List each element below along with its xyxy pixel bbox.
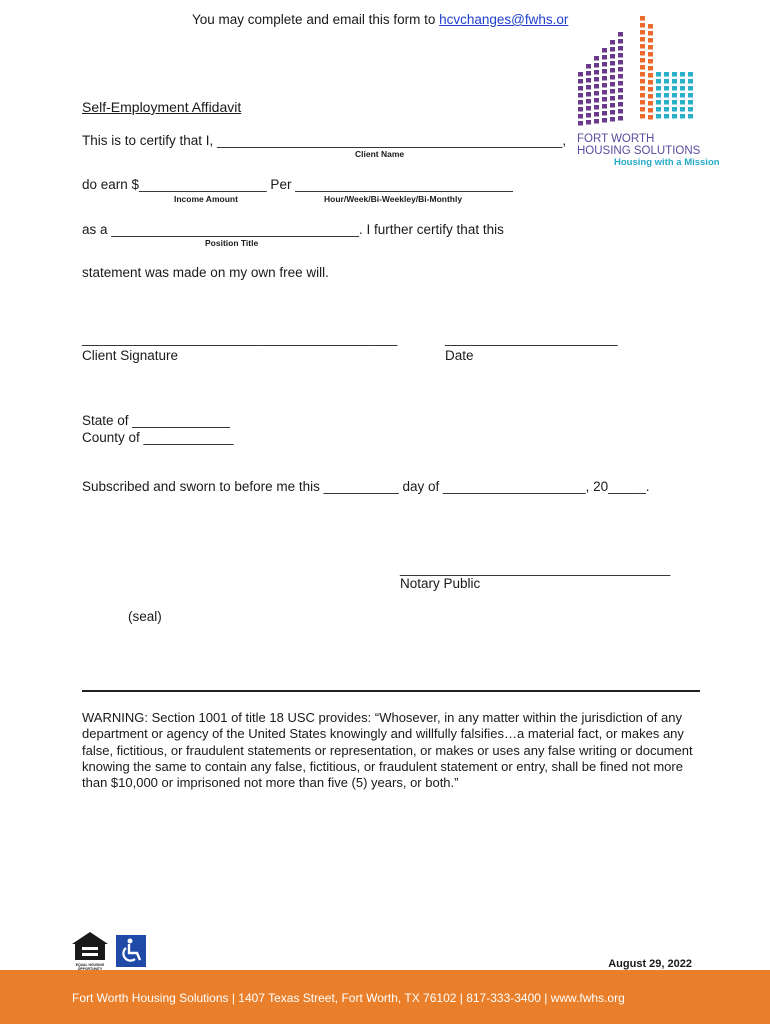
- subscribed-line[interactable]: Subscribed and sworn to before me this __________ day of ___________________, 20_____.: [82, 479, 650, 494]
- logo-window-5-6: [618, 74, 623, 79]
- logo-window-9-6: [664, 114, 669, 119]
- logo-window-2-9: [594, 119, 599, 124]
- logo-window-10-2: [672, 86, 677, 91]
- logo-window-7-6: [648, 66, 653, 71]
- logo-window-11-2: [680, 86, 685, 91]
- county-line[interactable]: County of ____________: [82, 430, 234, 445]
- logo-window-0-3: [578, 93, 583, 98]
- logo-window-4-0: [610, 40, 615, 45]
- form-title: Self-Employment Affidavit: [82, 99, 242, 115]
- logo-window-6-12: [640, 100, 645, 105]
- logo-wordmark: [577, 133, 700, 157]
- logo-window-6-8: [640, 72, 645, 77]
- header-intro-text: You may complete and email this form to: [192, 12, 440, 27]
- logo-window-4-9: [610, 103, 615, 108]
- logo-window-2-3: [594, 77, 599, 82]
- position-line[interactable]: as a _________________________________. I further certify that this: [82, 222, 504, 237]
- logo-window-6-0: [640, 16, 645, 21]
- logo-window-5-0: [618, 32, 623, 37]
- logo-window-6-3: [640, 37, 645, 42]
- logo-window-5-5: [618, 67, 623, 72]
- notary-rule[interactable]: ____________________________________: [400, 561, 671, 576]
- logo-window-3-1: [602, 55, 607, 60]
- document-date: August 29, 2022: [608, 958, 692, 970]
- logo-window-6-7: [640, 65, 645, 70]
- logo-window-0-1: [578, 79, 583, 84]
- logo-window-3-5: [602, 83, 607, 88]
- logo-window-1-1: [586, 71, 591, 76]
- logo-window-11-1: [680, 79, 685, 84]
- logo-window-5-11: [618, 109, 623, 114]
- logo-window-3-0: [602, 48, 607, 53]
- logo-window-6-2: [640, 30, 645, 35]
- equal-housing-icon: [70, 930, 110, 970]
- notary-label: Notary Public: [400, 576, 481, 591]
- logo-window-8-6: [656, 114, 661, 119]
- logo-window-3-8: [602, 104, 607, 109]
- logo-window-4-11: [610, 117, 615, 122]
- logo-window-3-6: [602, 90, 607, 95]
- logo-window-7-11: [648, 101, 653, 106]
- logo-window-2-7: [594, 105, 599, 110]
- logo-window-10-5: [672, 107, 677, 112]
- logo-window-1-4: [586, 92, 591, 97]
- logo-window-5-2: [618, 46, 623, 51]
- logo-window-4-4: [610, 68, 615, 73]
- date-label: Date: [445, 348, 474, 363]
- logo-window-2-1: [594, 63, 599, 68]
- logo-window-4-5: [610, 75, 615, 80]
- income-amount-caption: Income Amount: [174, 194, 238, 204]
- logo-window-7-2: [648, 38, 653, 43]
- logo-window-7-12: [648, 108, 653, 113]
- logo-window-10-4: [672, 100, 677, 105]
- certify-line[interactable]: This is to certify that I, ______________________________________________,: [82, 133, 567, 148]
- seal-label: (seal): [128, 609, 162, 624]
- equal-housing-label: EQUAL HOUSING: [75, 963, 105, 967]
- logo-window-9-3: [664, 93, 669, 98]
- logo-window-6-5: [640, 51, 645, 56]
- logo-window-6-10: [640, 86, 645, 91]
- logo-window-6-1: [640, 23, 645, 28]
- logo-window-4-1: [610, 47, 615, 52]
- logo-window-2-4: [594, 84, 599, 89]
- logo-window-6-9: [640, 79, 645, 84]
- logo-window-7-4: [648, 52, 653, 57]
- logo-window-9-4: [664, 100, 669, 105]
- logo-window-7-3: [648, 45, 653, 50]
- logo-window-11-4: [680, 100, 685, 105]
- logo-window-6-4: [640, 44, 645, 49]
- logo-window-5-8: [618, 88, 623, 93]
- logo-window-4-6: [610, 82, 615, 87]
- state-line[interactable]: State of _____________: [82, 413, 230, 428]
- logo-window-12-3: [688, 93, 693, 98]
- header-instructions: [192, 12, 568, 27]
- logo-window-1-5: [586, 99, 591, 104]
- logo-window-5-4: [618, 60, 623, 65]
- logo-window-0-0: [578, 72, 583, 77]
- logo-window-0-5: [578, 107, 583, 112]
- logo-window-5-7: [618, 81, 623, 86]
- logo-window-3-4: [602, 76, 607, 81]
- logo-window-5-3: [618, 53, 623, 58]
- logo-window-4-2: [610, 54, 615, 59]
- logo-window-7-8: [648, 80, 653, 85]
- logo-window-5-12: [618, 116, 623, 121]
- client-name-caption: Client Name: [355, 149, 405, 159]
- logo-window-6-14: [640, 114, 645, 119]
- footer-contact: Fort Worth Housing Solutions | 1407 Texas Street, Fort Worth, TX 76102 | 817-333-3400 | www.fwhs.org: [72, 991, 625, 1005]
- logo-window-11-3: [680, 93, 685, 98]
- logo-window-2-0: [594, 56, 599, 61]
- logo-window-8-4: [656, 100, 661, 105]
- logo-window-6-6: [640, 58, 645, 63]
- earn-line[interactable]: do earn $_________________ Per _____________________________: [82, 177, 513, 192]
- logo-window-10-6: [672, 114, 677, 119]
- logo-window-2-5: [594, 91, 599, 96]
- logo-window-11-6: [680, 114, 685, 119]
- position-title-caption: Position Title: [205, 238, 259, 248]
- logo-window-7-5: [648, 59, 653, 64]
- logo-window-11-5: [680, 107, 685, 112]
- logo-window-1-2: [586, 78, 591, 83]
- logo-window-5-1: [618, 39, 623, 44]
- logo-window-12-0: [688, 72, 693, 77]
- logo-window-3-3: [602, 69, 607, 74]
- logo-window-5-10: [618, 102, 623, 107]
- logo-window-12-1: [688, 79, 693, 84]
- logo-window-6-13: [640, 107, 645, 112]
- logo-window-0-4: [578, 100, 583, 105]
- logo-window-5-9: [618, 95, 623, 100]
- logo-window-2-6: [594, 98, 599, 103]
- logo-window-8-5: [656, 107, 661, 112]
- logo-window-8-1: [656, 79, 661, 84]
- logo-window-3-9: [602, 111, 607, 116]
- logo-window-12-6: [688, 114, 693, 119]
- logo-window-1-8: [586, 120, 591, 125]
- logo-window-7-13: [648, 115, 653, 120]
- statement-line: statement was made on my own free will.: [82, 265, 329, 280]
- equal-housing-label-2: OPPORTUNITY: [77, 967, 103, 970]
- client-signature-rule[interactable]: __________________________________________: [82, 331, 398, 346]
- logo-window-7-9: [648, 87, 653, 92]
- section-divider: [82, 690, 700, 692]
- logo-window-8-3: [656, 93, 661, 98]
- logo-window-7-10: [648, 94, 653, 99]
- logo-window-2-2: [594, 70, 599, 75]
- logo-window-4-8: [610, 96, 615, 101]
- building-logo-icon: [574, 14, 704, 132]
- logo-window-2-8: [594, 112, 599, 117]
- logo-line-1: FORT WORTH: [577, 133, 655, 145]
- logo-window-3-7: [602, 97, 607, 102]
- logo-window-1-6: [586, 106, 591, 111]
- logo-window-1-3: [586, 85, 591, 90]
- logo-window-9-1: [664, 79, 669, 84]
- logo-window-9-2: [664, 86, 669, 91]
- logo-window-3-10: [602, 118, 607, 123]
- logo-window-9-0: [664, 72, 669, 77]
- logo-window-0-2: [578, 86, 583, 91]
- logo-window-10-1: [672, 79, 677, 84]
- logo-window-10-3: [672, 93, 677, 98]
- logo-window-4-10: [610, 110, 615, 115]
- wheelchair-icon: [116, 935, 146, 967]
- logo-window-7-1: [648, 31, 653, 36]
- logo-window-4-7: [610, 89, 615, 94]
- warning-paragraph: WARNING: Section 1001 of title 18 USC provides: “Whosever, in any matter within the jurisdiction of any department or agency of the United States knowingly and willfully falsifies…a material fact, or makes any false, fictitious, or fraudulent statements or representation, or makes or uses any false writing or document knowing the same to contain any false, fictitious, or fraudulent statement or entry, shall be fined not more than $10,000 or imprisoned not more than five (5) years, or both.”: [82, 710, 693, 791]
- logo-window-7-0: [648, 24, 653, 29]
- logo-window-0-6: [578, 114, 583, 119]
- logo-window-11-0: [680, 72, 685, 77]
- logo-tagline: Housing with a Mission: [614, 157, 720, 168]
- logo-window-12-5: [688, 107, 693, 112]
- pay-period-caption: Hour/Week/Bi-Weekley/Bi-Monthly: [324, 194, 463, 204]
- logo-window-12-2: [688, 86, 693, 91]
- logo-window-7-7: [648, 73, 653, 78]
- client-signature-label: Client Signature: [82, 348, 179, 363]
- logo-window-1-7: [586, 113, 591, 118]
- logo-window-12-4: [688, 100, 693, 105]
- logo-window-4-3: [610, 61, 615, 66]
- email-link[interactable]: hcvchanges@fwhs.or: [439, 12, 569, 27]
- logo-window-6-11: [640, 93, 645, 98]
- date-rule[interactable]: _______________________: [445, 331, 618, 346]
- logo-line-2: HOUSING SOLUTIONS: [577, 145, 701, 157]
- logo-window-1-0: [586, 64, 591, 69]
- logo-window-0-7: [578, 121, 583, 126]
- logo-window-10-0: [672, 72, 677, 77]
- logo-window-3-2: [602, 62, 607, 67]
- logo-window-8-2: [656, 86, 661, 91]
- logo-window-8-0: [656, 72, 661, 77]
- logo-window-9-5: [664, 107, 669, 112]
